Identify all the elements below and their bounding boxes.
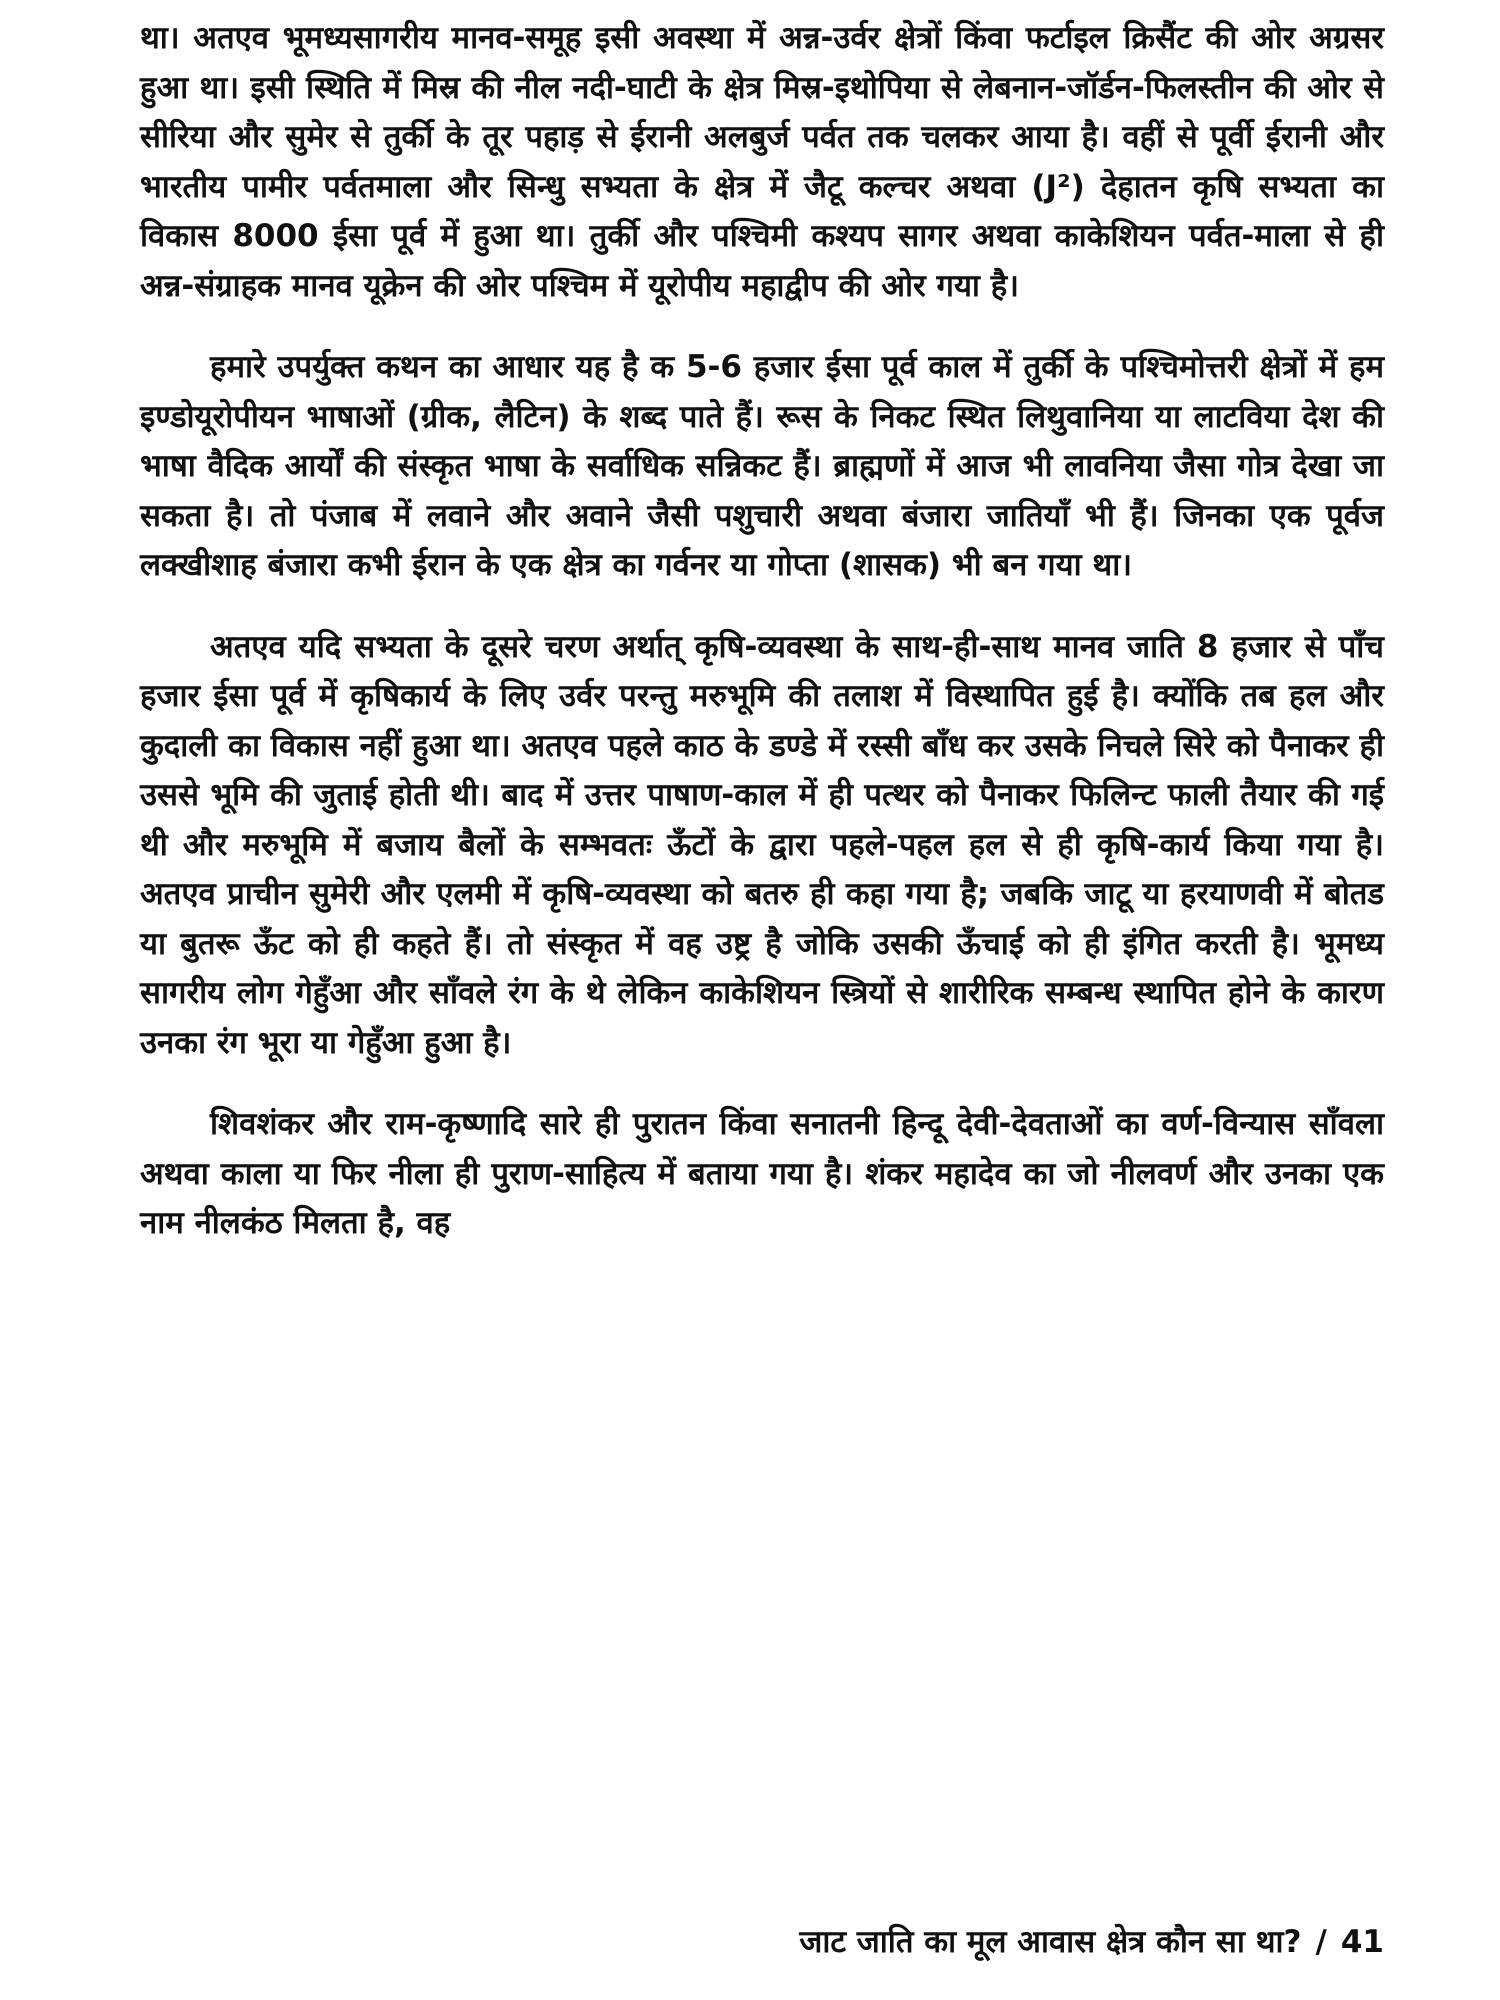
page-number: 41 xyxy=(1340,1924,1384,1960)
paragraph-gap xyxy=(140,591,1384,623)
paragraph-gap xyxy=(140,1068,1384,1100)
paragraph-gap xyxy=(140,311,1384,343)
paragraph-3: अतएव यदि सभ्यता के दूसरे चरण अर्थात् कृषि-व्यवस्था के साथ-ही-साथ मानव जाति 8 हजार से पाँच हजार ईसा पूर्व में कृषिकार्य के लिए उर्वर परन्तु मरुभूमि की तलाश में विस्थापित हुई है। क्योंकि तब हल और कुदाली का विकास नहीं हुआ था। अतएव पहले काठ के डण्डे में रस्सी बाँध कर उसके निचले सिरे को पैनाकर ही उससे भूमि की जुताई होती थी। बाद में उत्तर पाषाण-काल में ही पत्थर को पैनाकर फिलिन्ट फाली तैयार की गई थी और मरुभूमि में बजाय बैलों के सम्भवतः ऊँटों के द्वारा पहले-पहल हल से ही कृषि-कार्य किया गया है। अतएव प्राचीन सुमेरी और एलमी में कृषि-व्यवस्था को बतरु ही कहा गया है; जबकि जाटू या हरयाणवी में बोतड या बुतरू ऊँट को ही कहते हैं। तो संस्कृत में वह उष्ट्र है जोकि उसकी ऊँचाई को ही इंगित करती है। भूमध्य सागरीय लोग गेहुँआ और साँवले रंग के थे लेकिन काकेशियन स्त्रियों से शारीरिक सम्बन्ध स्थापित होने के कारण उनका रंग भूरा या गेहुँआ हुआ है। xyxy=(140,628,1384,1061)
footer-separator: / xyxy=(1315,1924,1327,1960)
running-title: जाट जाति का मूल आवास क्षेत्र कौन सा था? xyxy=(799,1924,1302,1960)
paragraph-2: हमारे उपर्युक्त कथन का आधार यह है क 5-6 हजार ईसा पूर्व काल में तुर्की के पश्चिमोत्तरी क्षेत्रों में हम इण्डोयूरोपीयन भाषाओं (ग्रीक, लैटिन) के शब्द पाते हैं। रूस के निकट स्थित लिथुवानिया या लाटविया देश की भाषा वैदिक आर्यों की संस्कृत भाषा के सर्वाधिक सन्निकट हैं। ब्राह्मणों में आज भी लावनिया जैसा गोत्र देखा जा सकता है। तो पंजाब में लवाने और अवाने जैसी पशुचारी अथवा बंजारा जातियाँ भी हैं। जिनका एक पूर्वज लक्खीशाह बंजारा कभी ईरान के एक क्षेत्र का गर्वनर या गोप्ता (शासक) भी बन गया था। xyxy=(140,349,1384,583)
paragraph-1: था। अतएव भूमध्यसागरीय मानव-समूह इसी अवस्था में अन्न-उर्वर क्षेत्रों किंवा फर्टाइल क्रिसैंट की ओर अग्रसर हुआ था। इसी स्थिति में मिस्र की नील नदी-घाटी के क्षेत्र मिस्र-इथोपिया से लेबनान-जॉर्डन-फिलस्तीन की ओर से सीरिया और सुमेर से तुर्की के तूर पहाड़ से ईरानी अलबुर्ज पर्वत तक चलकर आया है। वहीं से पूर्वी ईरानी और भारतीय पामीर पर्वतमाला और सिन्धु सभ्यता के क्षेत्र में जैटू कल्चर अथवा (J²) देहातन कृषि सभ्यता का विकास 8000 ईसा पूर्व में हुआ था। तुर्की और पश्चिमी कश्यप सागर अथवा काकेशियन पर्वत-माला से ही अन्न-संग्राहक मानव यूक्रेन की ओर पश्चिम में यूरोपीय महाद्वीप की ओर गया है। xyxy=(140,20,1384,304)
paragraph-4: शिवशंकर और राम-कृष्णादि सारे ही पुरातन किंवा सनातनी हिन्दू देवी-देवताओं का वर्ण-विन्यास साँवला अथवा काला या फिर नीला ही पुराण-साहित्य में बताया गया है। शंकर महादेव का जो नीलवर्ण और उनका एक नाम नीलकंठ मिलता है, वह xyxy=(140,1106,1384,1241)
page-body xyxy=(140,14,1384,1249)
page-footer xyxy=(500,1920,1384,1962)
